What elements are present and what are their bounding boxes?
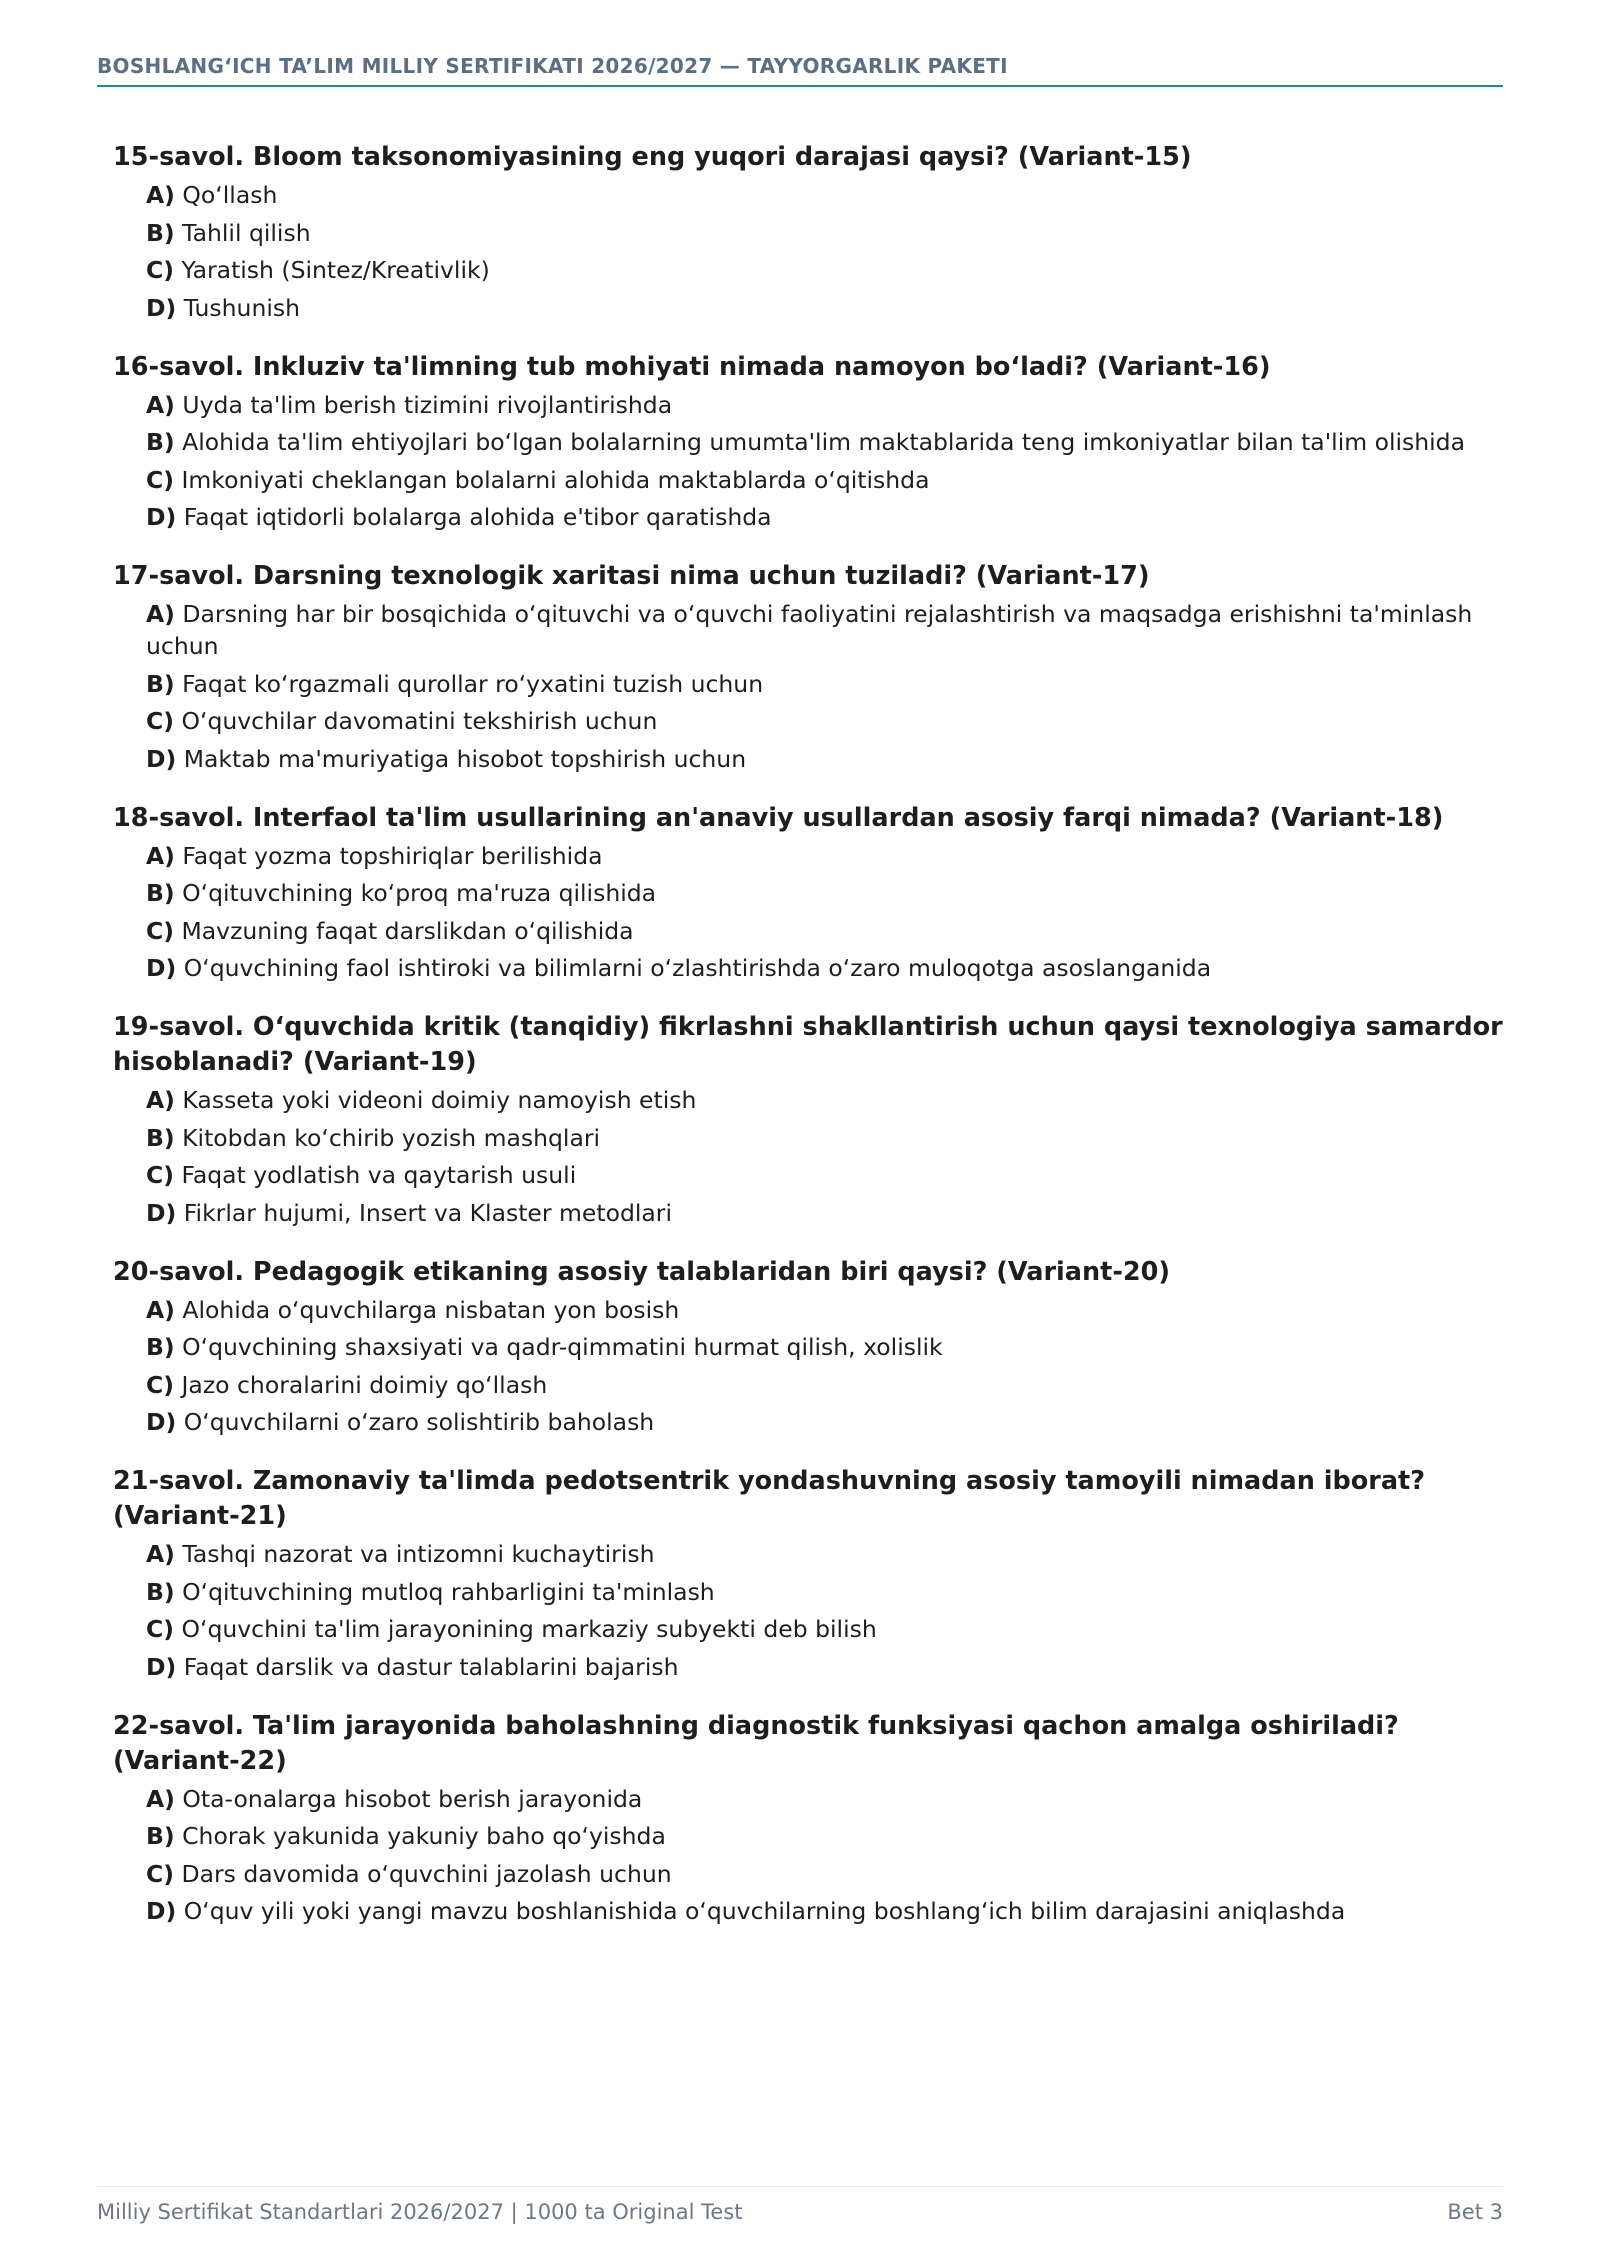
option-letter: D) [146, 1408, 177, 1436]
option-text: O‘qituvchining ko‘proq ma'ruza qilishida [182, 879, 657, 907]
option-text: Fikrlar hujumi, Insert va Klaster metodlari [183, 1198, 672, 1227]
option-text: O‘quvchilar davomatini tekshirish uchun [181, 707, 658, 735]
question-15 [113, 140, 1503, 324]
option-b [146, 217, 1503, 249]
option-d [146, 1406, 1503, 1438]
question-title: 15-savol. Bloom taksonomiyasining eng yuqori darajasi qaysi? (Variant-15) [113, 142, 1192, 172]
option-text: Yaratish (Sintez/Kreativlik) [181, 256, 490, 284]
option-letter: D) [146, 1897, 177, 1925]
option-list [146, 1294, 1503, 1439]
option-letter: C) [146, 1161, 174, 1189]
option-text: Darsning har bir bosqichida o‘qituvchi va o‘quvchi faoliyatini rejalashtirish va maqsadga erishishni ta'minlash uchun [146, 600, 1473, 660]
option-text: O‘quvchini ta'lim jarayonining markaziy subyekti deb bilish [181, 1615, 877, 1643]
option-text: Kitobdan ko‘chirib yozish mashqlari [182, 1123, 601, 1152]
option-d [146, 1197, 1503, 1229]
option-letter: C) [146, 256, 174, 284]
option-text: Faqat iqtidorli bolalarga alohida e'tibor qaratishda [183, 503, 772, 531]
option-text: Faqat ko‘rgazmali qurollar ro‘yxatini tuzish uchun [182, 669, 764, 698]
option-list [146, 1783, 1503, 1928]
question-19 [113, 1010, 1503, 1229]
option-letter: B) [146, 1333, 175, 1361]
question-18 [113, 801, 1503, 985]
footer-source: Milliy Sertifikat Standartlari 2026/2027 | 1000 ta Original Test [97, 2200, 743, 2224]
question-title: 20-savol. Pedagogik etikaning asosiy talablaridan biri qaysi? (Variant-20) [113, 1256, 1171, 1287]
option-text: Kasseta yoki videoni doimiy namoyish etish [182, 1086, 697, 1114]
option-text: Mavzuning faqat darslikdan o‘qilishida [181, 916, 634, 945]
option-letter: D) [146, 293, 177, 322]
option-text: O‘quvchilarni o‘zaro solishtirib baholash [183, 1408, 655, 1436]
option-letter: A) [146, 1086, 175, 1114]
option-letter: C) [146, 707, 174, 735]
question-21 [113, 1464, 1503, 1683]
option-a [146, 598, 1503, 662]
option-text: Tushunish [183, 293, 301, 322]
option-a [146, 840, 1503, 872]
header-divider [97, 85, 1503, 87]
option-text: O‘quvchining faol ishtiroki va bilimlarni o‘zlashtirishda o‘zaro muloqotga asoslanganida [183, 954, 1212, 982]
option-c [146, 1369, 1503, 1401]
option-letter: B) [146, 1577, 175, 1606]
option-letter: D) [146, 744, 177, 773]
option-letter: D) [146, 1198, 177, 1227]
option-list [146, 389, 1503, 534]
option-c [146, 705, 1503, 737]
option-letter: A) [146, 390, 175, 419]
option-list [146, 598, 1503, 775]
option-text: Alohida o‘quvchilarga nisbatan yon bosish [182, 1295, 680, 1324]
question-list [113, 140, 1503, 1953]
option-text: Alohida ta'lim ehtiyojlari bo‘lgan bolalarning umumta'lim maktablarida teng imkoniyatlar bilan ta'lim olishida [182, 428, 1466, 456]
option-letter: A) [146, 1784, 175, 1813]
option-text: Jazo choralarini doimiy qo‘llash [181, 1370, 548, 1399]
option-letter: A) [146, 841, 175, 870]
option-letter: B) [146, 1123, 175, 1152]
question-title: 21-savol. Zamonaviy ta'limda pedotsentrik yondashuvning asosiy tamoyili nimadan iborat? (Variant-21) [113, 1466, 1426, 1531]
option-letter: A) [146, 1295, 175, 1324]
option-letter: D) [146, 1652, 177, 1681]
option-letter: D) [146, 503, 177, 531]
option-text: Uyda ta'lim berish tizimini rivojlantirishda [182, 390, 673, 419]
page-header: BOSHLANG‘ICH TA’LIM MILLIY SERTIFIKATI 2026/2027 — TAYYORGARLIK PAKETI [97, 54, 1008, 78]
option-text: Tashqi nazorat va intizomni kuchaytirish [182, 1540, 655, 1568]
option-b [146, 426, 1503, 458]
option-a [146, 179, 1503, 211]
option-c [146, 464, 1503, 496]
question-title: 22-savol. Ta'lim jarayonida baholashning diagnostik funksiyasi qachon amalga oshiriladi? (Variant-22) [113, 1710, 1399, 1776]
option-letter: B) [146, 879, 175, 907]
option-b [146, 1122, 1503, 1154]
option-text: Tahlil qilish [182, 218, 311, 247]
option-text: Imkoniyati cheklangan bolalarni alohida maktablarda o‘qitishda [181, 465, 930, 494]
option-letter: A) [146, 181, 175, 209]
option-letter: B) [146, 1822, 175, 1850]
option-c [146, 915, 1503, 947]
option-letter: A) [146, 1540, 175, 1568]
option-d [146, 952, 1503, 984]
option-letter: C) [146, 1370, 174, 1399]
option-letter: C) [146, 465, 174, 494]
question-title: 16-savol. Inkluziv ta'limning tub mohiyati nimada namoyon bo‘ladi? (Variant-16) [113, 351, 1271, 382]
option-a [146, 1084, 1503, 1116]
option-a [146, 389, 1503, 421]
option-text: Faqat darslik va dastur talablarini bajarish [183, 1652, 679, 1681]
option-letter: B) [146, 428, 175, 456]
option-list [146, 840, 1503, 985]
option-d [146, 292, 1503, 324]
option-a [146, 1783, 1503, 1815]
option-letter: B) [146, 218, 175, 247]
option-b [146, 1576, 1503, 1608]
page-number: Bet 3 [1447, 2200, 1503, 2224]
option-c [146, 1858, 1503, 1890]
option-a [146, 1294, 1503, 1326]
footer-divider [97, 2186, 1503, 2187]
option-c [146, 254, 1503, 286]
question-title: 18-savol. Interfaol ta'lim usullarining an'anaviy usullardan asosiy farqi nimada? (Variant-18) [113, 802, 1444, 833]
option-letter: C) [146, 916, 174, 945]
question-title: 19-savol. O‘quvchida kritik (tanqidiy) fikrlashni shakllantirish uchun qaysi texnologiya samardor hisoblanadi? (Variant-19) [113, 1012, 1503, 1077]
option-text: Faqat yozma topshiriqlar berilishida [182, 841, 603, 870]
option-text: Chorak yakunida yakuniy baho qo‘yishda [182, 1822, 666, 1850]
option-text: O‘quvchining shaxsiyati va qadr-qimmatini hurmat qilish, xolislik [182, 1333, 943, 1361]
option-a [146, 1538, 1503, 1570]
option-text: Maktab ma'muriyatiga hisobot topshirish uchun [183, 744, 747, 773]
option-letter: B) [146, 669, 175, 698]
option-d [146, 1651, 1503, 1683]
question-title: 17-savol. Darsning texnologik xaritasi nima uchun tuziladi? (Variant-17) [113, 561, 1150, 591]
option-letter: C) [146, 1615, 174, 1643]
option-text: O‘qituvchining mutloq rahbarligini ta'minlash [182, 1577, 715, 1606]
option-list [146, 1538, 1503, 1683]
question-22 [113, 1709, 1503, 1928]
option-text: Faqat yodlatish va qaytarish usuli [181, 1161, 577, 1189]
option-text: Qo‘llash [182, 181, 278, 209]
option-list [146, 179, 1503, 324]
question-17 [113, 559, 1503, 775]
option-d [146, 501, 1503, 533]
option-c [146, 1613, 1503, 1645]
option-b [146, 668, 1503, 700]
option-text: O‘quv yili yoki yangi mavzu boshlanishida o‘quvchilarning boshlang‘ich bilim darajasini aniqlashda [183, 1897, 1346, 1925]
question-20 [113, 1255, 1503, 1439]
option-d [146, 1895, 1503, 1927]
option-b [146, 1820, 1503, 1852]
question-16 [113, 350, 1503, 534]
option-letter: D) [146, 954, 177, 982]
option-letter: A) [146, 600, 175, 628]
option-b [146, 877, 1503, 909]
option-c [146, 1159, 1503, 1191]
option-letter: C) [146, 1859, 174, 1888]
option-list [146, 1084, 1503, 1229]
option-text: Ota-onalarga hisobot berish jarayonida [182, 1784, 643, 1813]
option-text: Dars davomida o‘quvchini jazolash uchun [181, 1859, 672, 1888]
option-b [146, 1331, 1503, 1363]
option-d [146, 743, 1503, 775]
